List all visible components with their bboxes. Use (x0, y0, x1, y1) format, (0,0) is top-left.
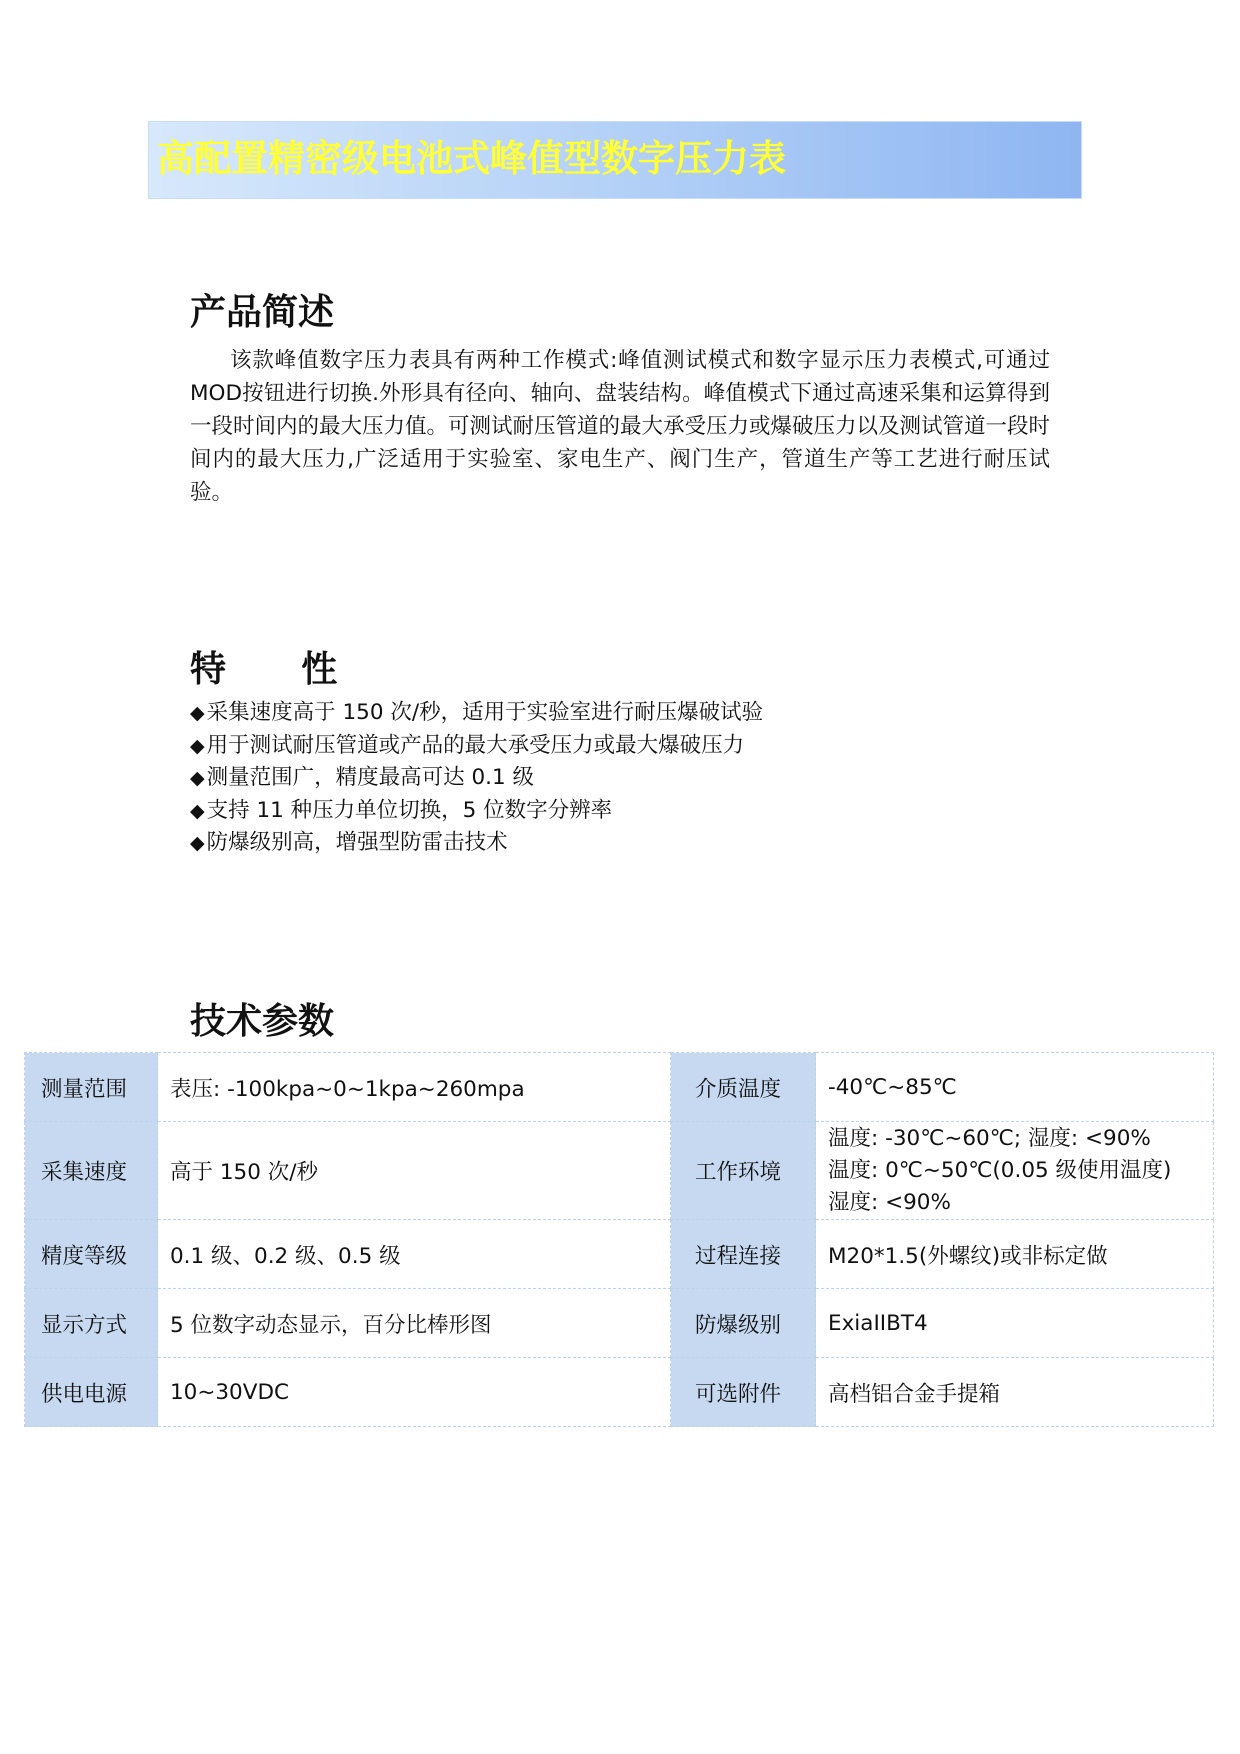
spec-value (816, 1289, 1214, 1358)
spec-label: 显示方式 (25, 1289, 158, 1358)
spec-table (24, 1052, 1214, 1427)
overview-heading: 产品简述 (190, 291, 335, 333)
feature-item (190, 795, 763, 828)
specs-heading: 技术参数 (190, 1000, 335, 1042)
spec-label: 过程连接 (671, 1220, 816, 1289)
diamond-bullet-icon: ◆ (190, 734, 205, 757)
spec-label: 供电电源 (25, 1358, 158, 1427)
overview-body: 该款峰值数字压力表具有两种工作模式:峰值测试模式和数字显示压力表模式,可通过MOD按钮进行切换.外形具有径向、轴向、盘装结构。峰值模式下通过高速采集和运算得到一段时间内的最大压力值。可测试耐压管道的最大承受压力或爆破压力以及测试管道一段时间内的最大压力,广泛适用于实验室、家电生产、阀门生产，管道生产等工艺进行耐压试验。 (190, 348, 1051, 505)
spec-value (816, 1358, 1214, 1427)
table-row (25, 1220, 1214, 1289)
spec-value (816, 1122, 1214, 1220)
spec-value-line: 湿度: <90% (828, 1189, 951, 1215)
spec-label: 工作环境 (671, 1122, 816, 1220)
diamond-bullet-icon: ◆ (190, 799, 205, 822)
spec-value: 0.1 级、0.2 级、0.5 级 (158, 1220, 671, 1289)
feature-text: 用于测试耐压管道或产品的最大承受压力或最大爆破压力 (206, 732, 745, 758)
spec-value-line: M20*1.5(外螺纹)或非标定做 (828, 1243, 1108, 1269)
features-heading: 特 性 (190, 648, 338, 690)
spec-value-line: 温度: 0℃~50℃(0.05 级使用温度) (828, 1157, 1172, 1183)
spec-value: 高于 150 次/秒 (158, 1122, 671, 1220)
spec-label: 精度等级 (25, 1220, 158, 1289)
feature-item (190, 827, 763, 860)
feature-item (190, 697, 763, 730)
spec-label: 防爆级别 (671, 1289, 816, 1358)
table-row (25, 1289, 1214, 1358)
spec-value: 10~30VDC (158, 1358, 671, 1427)
feature-text: 测量范围广，精度最高可达 0.1 级 (206, 765, 534, 790)
spec-value: 5 位数字动态显示，百分比棒形图 (158, 1289, 671, 1358)
page-title: 高配置精密级电池式峰值型数字压力表 (157, 137, 786, 180)
diamond-bullet-icon: ◆ (190, 702, 205, 724)
title-banner (148, 121, 1082, 199)
table-row (25, 1358, 1214, 1427)
spec-label: 采集速度 (25, 1122, 158, 1220)
spec-label: 测量范围 (25, 1053, 158, 1122)
spec-value: 表压: -100kpa~0~1kpa~260mpa (158, 1053, 671, 1122)
spec-value-line: 高档铝合金手提箱 (828, 1381, 1001, 1407)
spec-value-line: -40℃~85℃ (828, 1074, 957, 1100)
spec-value (816, 1220, 1214, 1289)
diamond-bullet-icon: ◆ (190, 767, 205, 789)
feature-text: 支持 11 种压力单位切换，5 位数字分辨率 (206, 797, 613, 823)
spec-label: 介质温度 (671, 1053, 816, 1122)
features-list (190, 697, 763, 860)
spec-value-line: 温度: -30℃~60℃; 湿度: <90% (828, 1125, 1151, 1151)
feature-text: 采集速度高于 150 次/秒，适用于实验室进行耐压爆破试验 (206, 700, 764, 725)
spec-value (816, 1053, 1214, 1122)
table-row (25, 1122, 1214, 1220)
feature-item (190, 762, 763, 795)
feature-text: 防爆级别高，增强型防雷击技术 (206, 830, 508, 855)
spec-label: 可选附件 (671, 1358, 816, 1427)
spec-value-line: ExiaIIBT4 (828, 1310, 928, 1336)
feature-item (190, 730, 763, 763)
table-row (25, 1053, 1214, 1122)
diamond-bullet-icon: ◆ (190, 832, 205, 854)
